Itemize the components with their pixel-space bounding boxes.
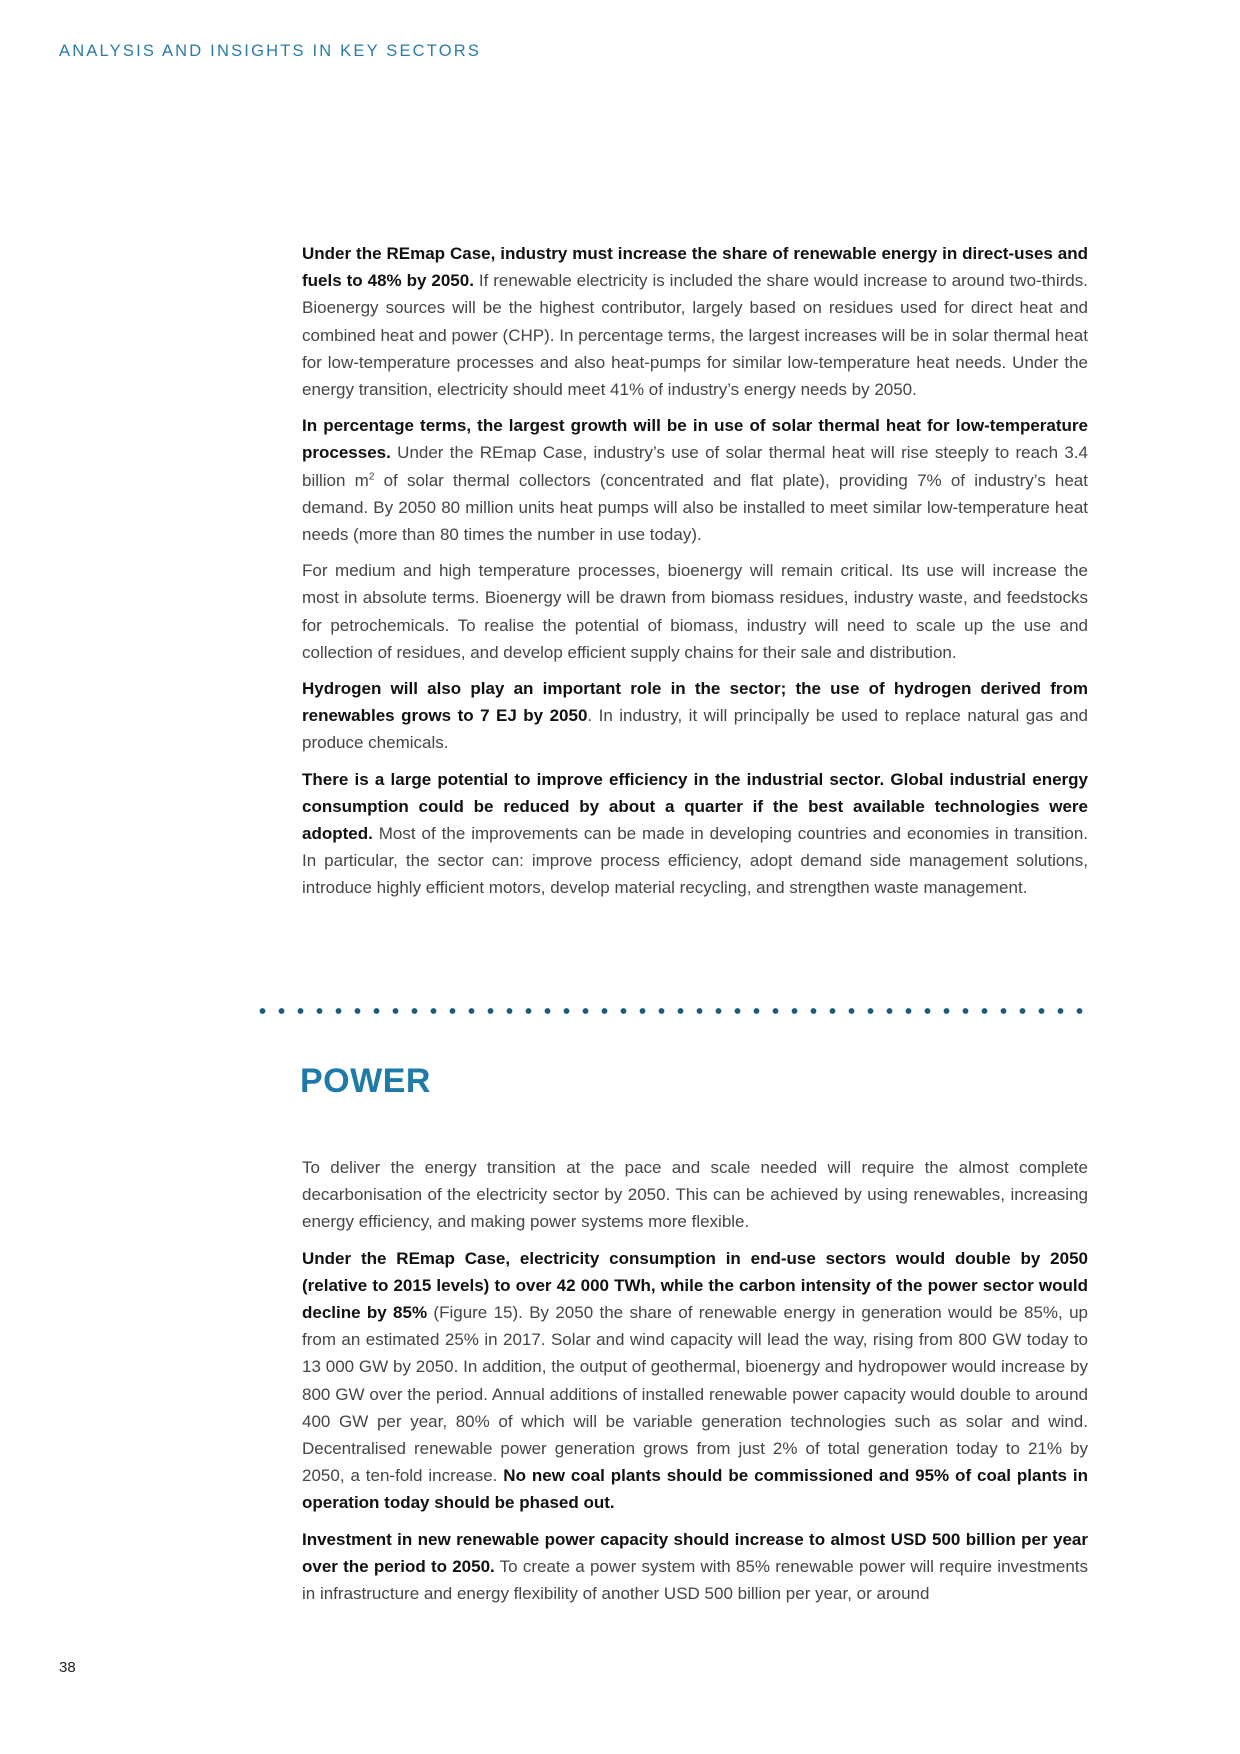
body-text: Most of the improvements can be made in developing countries and economies in transition. In particular, the sector can: improve process efficiency, adopt demand side management solutions, introduce highly efficient motors, develop material recycling, and strengthen waste management.	[302, 824, 1088, 898]
body-text: . In industry, it will principally be used to replace natural gas and produce chemicals.	[302, 706, 1089, 753]
paragraph-industry-renewable-share	[302, 240, 1088, 403]
lead-sentence: There is a large potential to improve efficiency in the industrial sector. Global industrial energy consumption could be reduced by about a quarter if the best available technologies were adopted.	[302, 769, 1088, 844]
paragraph-investment	[302, 1526, 1088, 1608]
body-text: of solar thermal collectors (concentrated and flat plate), providing 7% of industry’s heat demand. By 2050 80 million units heat pumps will also be installed to meet similar low-temperature heat needs (more than 80 times the number in use today).	[302, 470, 1088, 545]
body-text: (Figure 15). By 2050 the share of renewable energy in generation would be 85%, up from an estimated 25% in 2017. Solar and wind capacity will lead the way, rising from 800 GW today to 13 000 GW by 2050. In addition, the output of geothermal, bioenergy and hydropower would increase by 800 GW over the period. Annual additions of installed renewable power capacity would double to around 400 GW per year, 80% of which will be variable generation technologies such as solar and wind. Decentralised renewable power generation grows from just 2% of total generation today to 21% by 2050, a ten-fold increase.	[302, 1303, 1089, 1486]
paragraph-bioenergy	[302, 557, 1088, 666]
paragraph-power-intro	[302, 1154, 1088, 1236]
paragraph-solar-thermal	[302, 412, 1088, 548]
closing-sentence: No new coal plants should be commissioned and 95% of coal plants in operation today should be phased out.	[302, 1466, 1088, 1513]
body-text: If renewable electricity is included the share would increase to around two-thirds. Bioenergy sources will be the highest contributor, largely based on residues used for direct heat and combined heat and power (CHP). In percentage terms, the largest increases will be in solar thermal heat for low-temperature processes and also heat-pumps for similar low-temperature heat needs. Under the energy transition, electricity should meet 41% of industry’s energy needs by 2050.	[302, 271, 1088, 400]
body-text: Under the REmap Case, industry’s use of solar thermal heat will rise steeply to reach 3.4 billion m	[302, 443, 1088, 490]
body-text: To deliver the energy transition at the pace and scale needed will require the almost complete decarbonisation of the electricity sector by 2050. This can be achieved by using renewables, increasing energy efficiency, and making power systems more flexible.	[302, 1158, 1088, 1232]
paragraph-efficiency	[302, 766, 1088, 902]
page-number: 38	[59, 1659, 76, 1676]
lead-sentence: Investment in new renewable power capacity should increase to almost USD 500 billion per year over the period to 2050.	[302, 1529, 1088, 1576]
superscript: 2	[368, 470, 375, 482]
running-header: ANALYSIS AND INSIGHTS IN KEY SECTORS	[59, 42, 482, 60]
body-text: To create a power system with 85% renewable power will require investments in infrastructure and energy flexibility of another USD 500 billion per year, or around	[302, 1556, 1088, 1604]
section-title-power: POWER	[300, 1062, 431, 1100]
paragraph-electricity-consumption	[302, 1245, 1088, 1517]
lead-sentence: In percentage terms, the largest growth will be in use of solar thermal heat for low-temperature processes.	[302, 416, 1088, 463]
paragraph-hydrogen	[302, 675, 1088, 757]
lead-sentence: Hydrogen will also play an important role in the sector; the use of hydrogen derived from renewables grows to 7 EJ by 2050	[302, 679, 1088, 726]
lead-sentence: Under the REmap Case, industry must increase the share of renewable energy in direct-uses and fuels to 48% by 2050.	[302, 244, 1088, 291]
lead-sentence: Under the REmap Case, electricity consumption in end-use sectors would double by 2050 (relative to 2015 levels) to over 42 000 TWh, while the carbon intensity of the power sector would decline by 85%	[302, 1248, 1088, 1323]
body-text: For medium and high temperature processes, bioenergy will remain critical. Its use will increase the most in absolute terms. Bioenergy will be drawn from biomass residues, industry waste, and feedstocks for petrochemicals. To realise the potential of biomass, industry will need to scale up the use and collection of residues, and develop efficient supply chains for their sale and distribution.	[302, 561, 1088, 662]
power-section-body	[302, 1154, 1088, 1616]
industry-section-body	[302, 240, 1088, 911]
dotted-section-divider	[253, 1007, 1091, 1015]
